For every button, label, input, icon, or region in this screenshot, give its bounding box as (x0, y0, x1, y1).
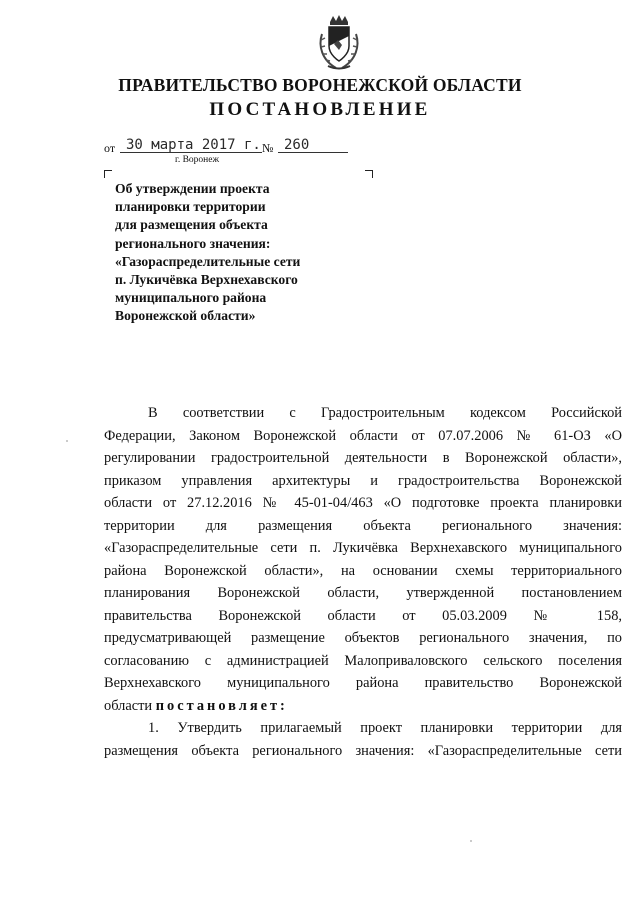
number-sign: № (262, 141, 274, 155)
body-line: Федерации, Законом Воронежской области от 07.07.2006 № 61-ОЗ «О (104, 427, 622, 444)
scan-speck (66, 440, 68, 442)
subject-line: планировки территории (115, 199, 266, 215)
coat-of-arms-icon (314, 14, 364, 72)
scan-speck (470, 840, 472, 842)
subject-line: регионального значения: (115, 235, 271, 251)
subject-line: для размещения объекта (115, 217, 268, 233)
subject-line: «Газораспределительные сети (115, 253, 301, 269)
city-label: г. Воронеж (175, 155, 220, 165)
government-title: ПРАВИТЕЛЬСТВО ВОРОНЕЖСКОЙ ОБЛАСТИ (118, 75, 522, 95)
document-type-title: ПОСТАНОВЛЕНИЕ (209, 99, 431, 120)
date-prefix: от (104, 141, 116, 155)
document-subject (115, 180, 355, 326)
date-underline (120, 152, 262, 153)
number-value: 260 (284, 137, 310, 153)
subject-line: Воронежской области» (115, 308, 256, 324)
body-line: приказом управления архитектуры и градостроительства Воронежской (104, 472, 622, 489)
document-body (104, 402, 622, 762)
resolution-verb: постановляет: (155, 697, 288, 714)
subject-line: Об утверждении проекта (115, 181, 270, 196)
subject-line: п. Лукичёвка Верхнехавского (115, 272, 298, 288)
body-line: согласованию с администрацией Малоприваловского сельского поселения (104, 652, 622, 669)
body-line: размещения объекта регионального значения: «Газораспределительные сети (104, 742, 622, 759)
body-line: планирования Воронежской области, утвержденной постановлением (104, 585, 622, 601)
body-line: района Воронежской области», на основании схемы территориального (104, 562, 622, 579)
registration-line (104, 137, 364, 155)
body-line: регулировании градостроительной деятельности в Воронежской области», (104, 450, 622, 466)
body-line: В соответствии с Градостроительным кодексом Российской (148, 405, 622, 421)
bracket-left-corner (104, 170, 112, 178)
body-line: области от 27.12.2016 № 45-01-04/463 «О подготовке проекта планировки (104, 495, 622, 511)
body-line-resolution (104, 695, 622, 718)
body-line: Верхнехавского муниципального района правительство Воронежской (104, 675, 622, 691)
number-underline (278, 152, 348, 153)
bracket-right-corner (365, 170, 373, 178)
date-value: 30 марта 2017 г. (126, 137, 261, 153)
body-line: правительства Воронежской области от 05.03.2009 № 158, (104, 607, 622, 624)
subject-line: муниципального района (115, 290, 267, 306)
body-line: предусматривающей размещение объектов регионального значения, по (104, 630, 622, 646)
body-line: 1. Утвердить прилагаемый проект планировки территории для (148, 720, 622, 736)
body-line: «Газораспределительные сети п. Лукичёвка Верхнехавского муниципального (104, 540, 622, 556)
body-line: территории для размещения объекта регионального значения: (104, 517, 622, 534)
resolution-prefix: области (104, 697, 153, 714)
